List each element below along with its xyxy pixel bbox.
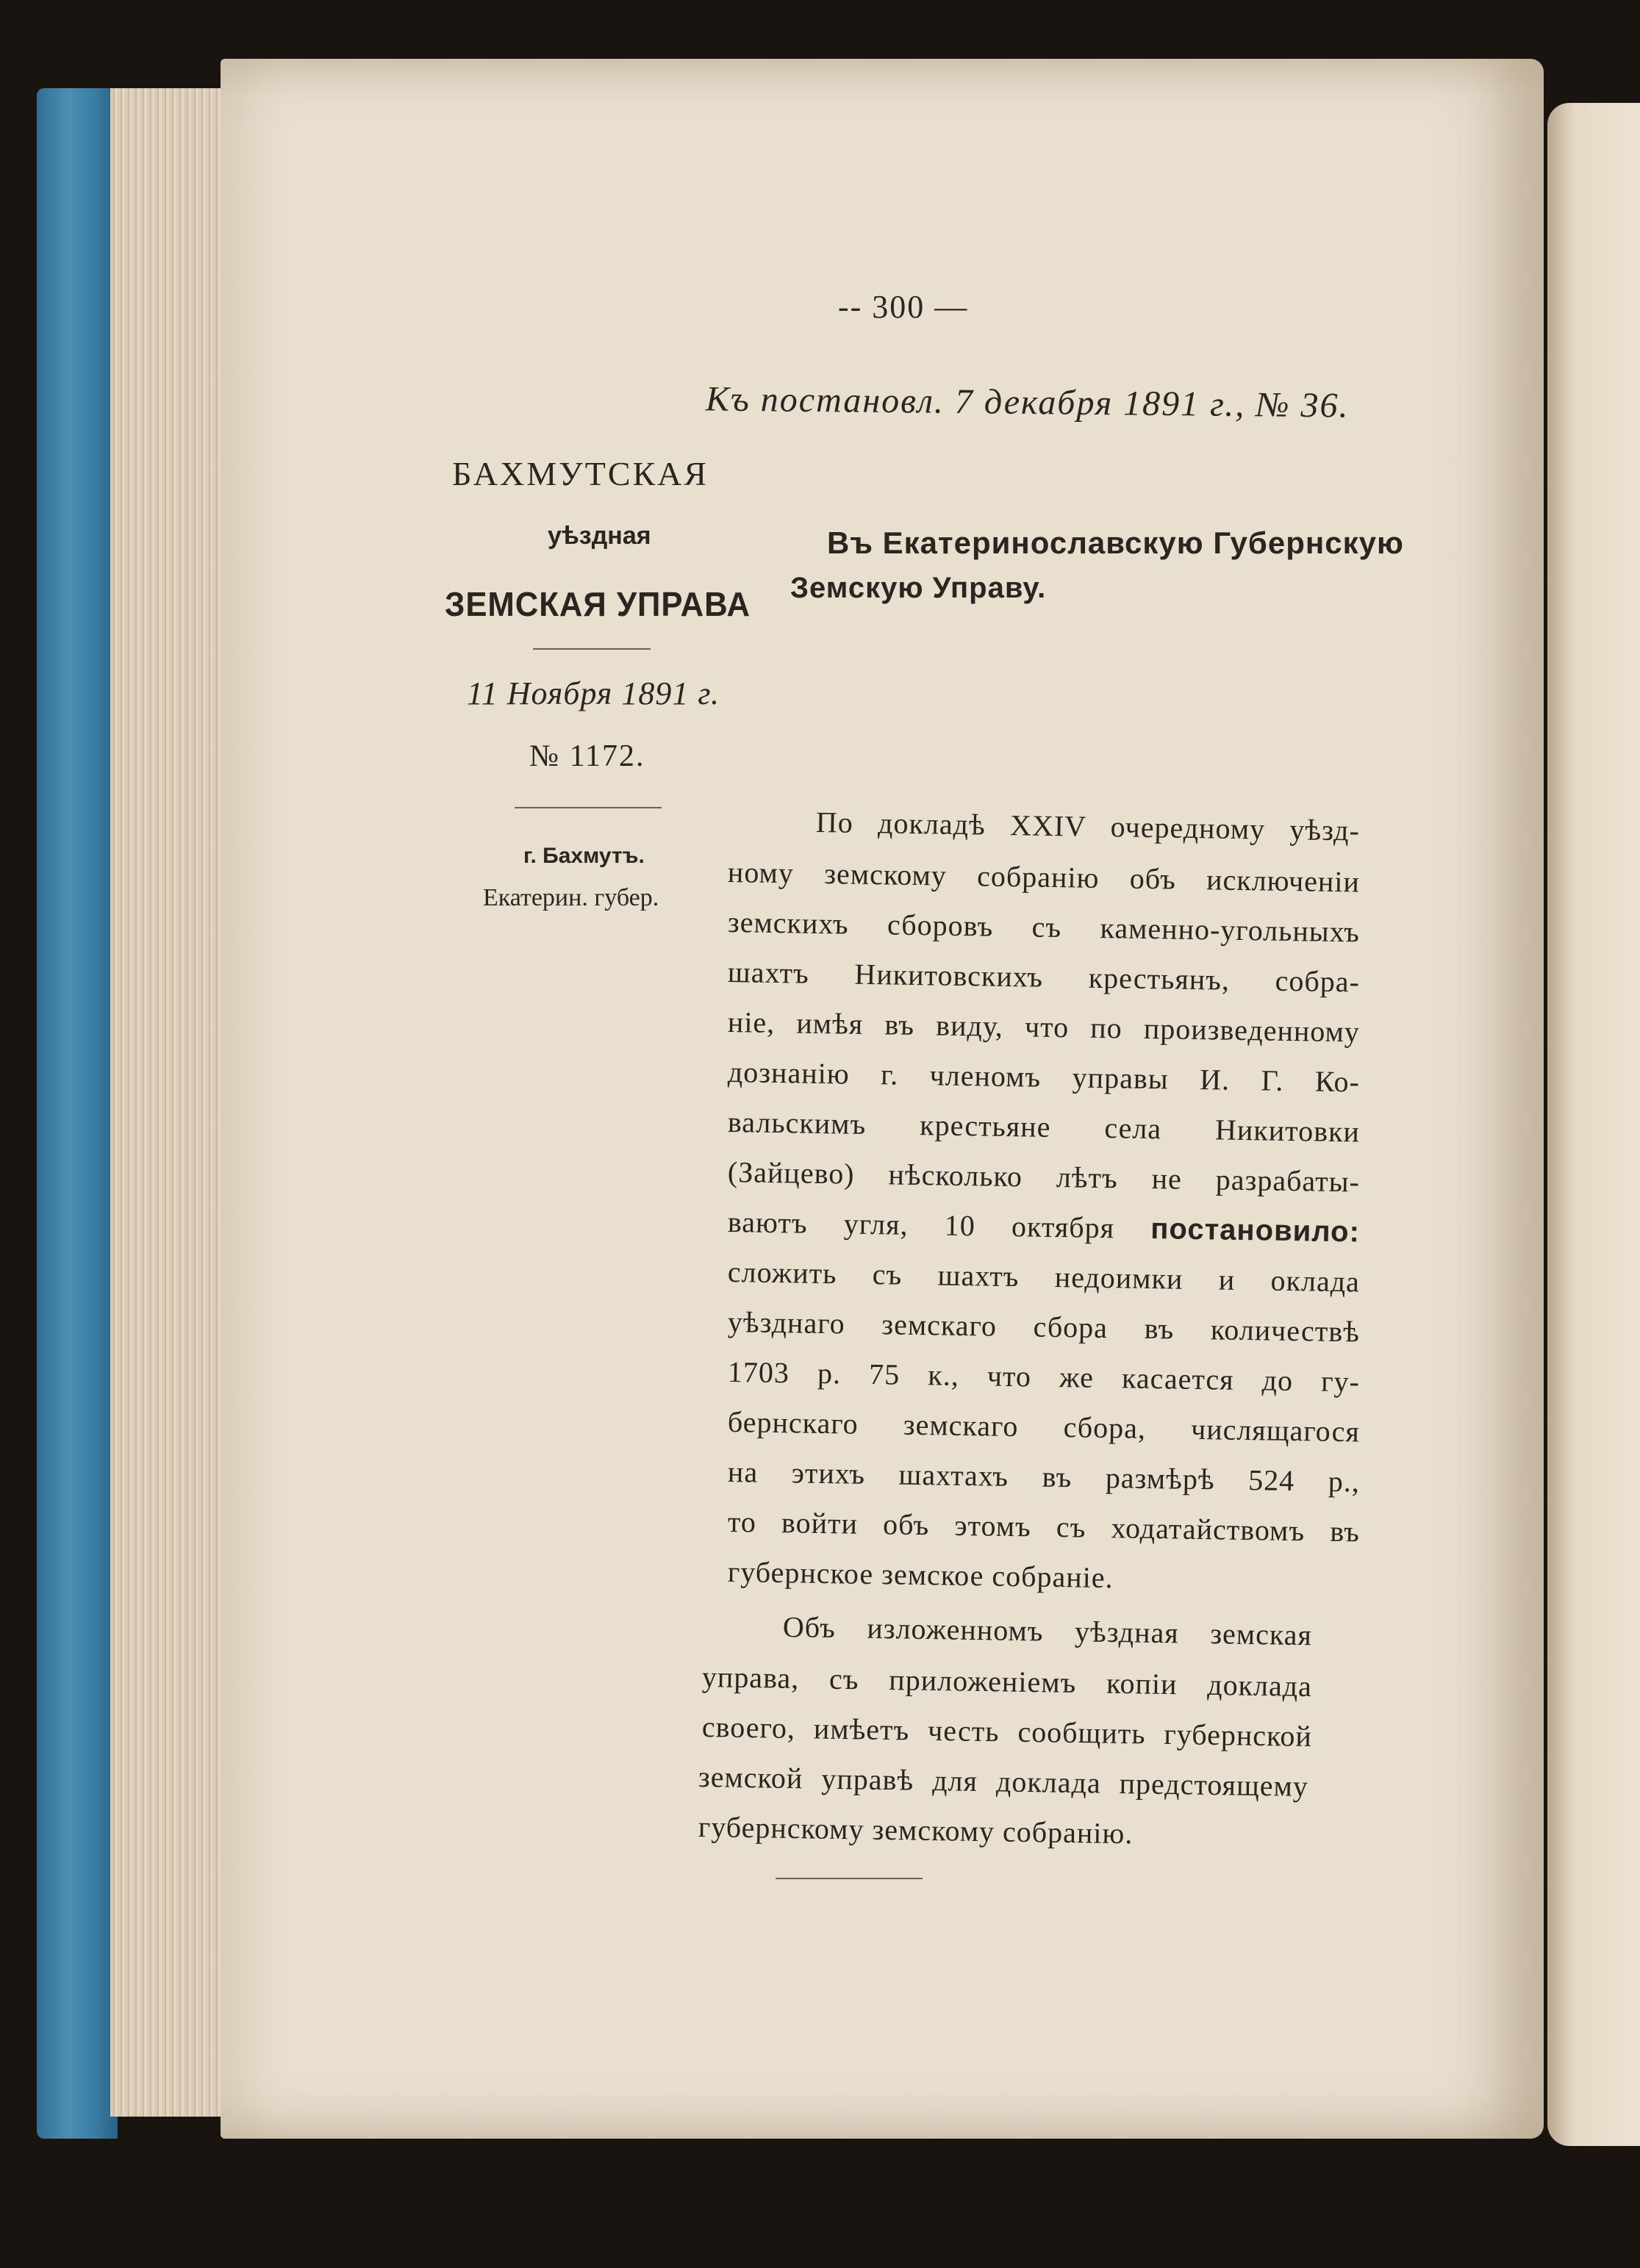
paragraph1-line: ному земскому собранію объ исключеніи — [727, 855, 1361, 899]
reference-line: Къ постановл. 7 декабря 1891 г., № 36. — [705, 379, 1350, 426]
sender-name-line1: БАХМУТСКАЯ — [452, 455, 709, 492]
sender-name-line3: ЗЕМСКАЯ УПРАВА — [445, 585, 751, 623]
paragraph1-line: сложить съ шахтъ недоимки и оклада — [727, 1255, 1361, 1299]
sender-province: Екатерин. губер. — [483, 884, 659, 911]
paragraph1-line-text: ваютъ угля, 10 октября — [727, 1205, 1115, 1245]
paragraph1-line: ніе, имѣя въ виду, что по произведенному — [727, 1005, 1361, 1049]
paragraph1-line: вальскимъ крестьяне села Никитовки — [727, 1105, 1361, 1149]
paragraph2-line: управа, съ приложеніемъ копіи доклада — [701, 1660, 1313, 1704]
sender-city: г. Бахмутъ. — [523, 844, 645, 868]
letter-number: № 1172. — [529, 739, 645, 773]
sender-name-line2: уѣздная — [548, 522, 651, 550]
resolution-word: постановило: — [1150, 1213, 1361, 1249]
paragraph2-line: своего, имѣетъ честь сообщить губернской — [701, 1710, 1313, 1754]
paragraph1-line: то войти объ этомъ съ ходатайствомъ въ — [727, 1505, 1361, 1549]
closing-divider — [776, 1878, 923, 1879]
facing-page-edge — [1547, 103, 1640, 2146]
paragraph1-line: По докладѣ XXIV очередному уѣзд- — [815, 805, 1361, 847]
paragraph1-line: бернскаго земскаго сбора, числящагося — [727, 1405, 1361, 1449]
date-divider — [515, 807, 662, 808]
paragraph1-line: губернское земское собраніе. — [727, 1555, 1114, 1595]
paragraph1-line: дознанію г. членомъ управы И. Г. Ко- — [727, 1055, 1361, 1099]
paragraph1-line: (Зайцево) нѣсколько лѣтъ не разрабаты- — [727, 1155, 1361, 1199]
paragraph2-line: Объ изложенномъ уѣздная земская — [782, 1610, 1313, 1652]
paragraph1-line: 1703 р. 75 к., что же касается до гу- — [727, 1355, 1361, 1399]
letter-date: 11 Ноября 1891 г. — [467, 675, 720, 711]
paragraph2-line: земской управѣ для доклада предстоящему — [698, 1760, 1309, 1804]
paragraph1-line: шахтъ Никитовскихъ крестьянъ, собра- — [727, 955, 1361, 999]
paragraph1-line: земскихъ сборовъ съ каменно-угольныхъ — [727, 905, 1361, 949]
recipient-line2: Земскую Управу. — [790, 572, 1047, 604]
book-cover-edge — [37, 88, 118, 2139]
paragraph2-line: губернскому земскому собранію. — [698, 1810, 1134, 1851]
recipient-line1: Въ Екатеринославскую Губернскую — [827, 525, 1404, 560]
paragraph1-line: уѣзднаго земскаго сбора въ количествѣ — [727, 1305, 1361, 1349]
paragraph1-line: на этихъ шахтахъ въ размѣрѣ 524 р., — [727, 1455, 1361, 1499]
sender-divider — [533, 648, 651, 650]
page-number: -- 300 — — [838, 289, 969, 325]
